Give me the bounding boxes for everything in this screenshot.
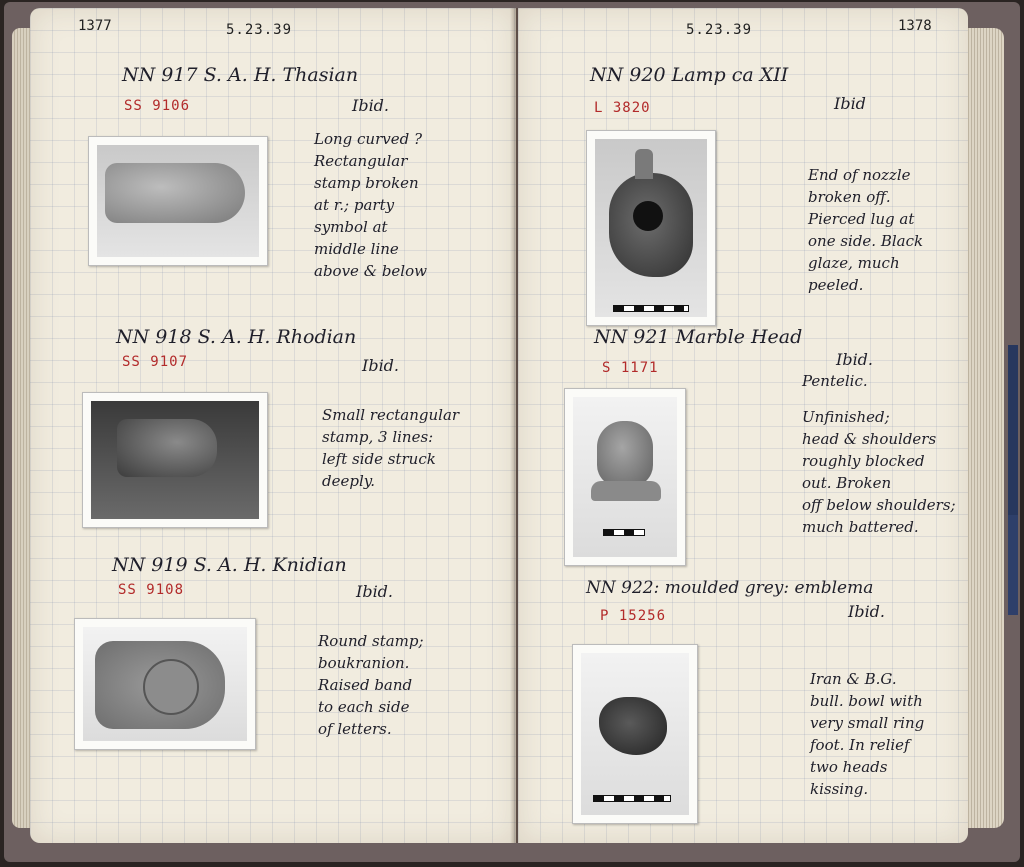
notes-nn922: Iran & B.G. bull. bowl with very small ring foot. In relief two heads kissing.: [810, 670, 925, 798]
right-page-number: 1378: [898, 18, 932, 34]
notes-nn920: End of nozzle broken off. Pierced lug at one side. Black glaze, much peeled.: [808, 166, 924, 294]
ibid-nn922: Ibid.: [848, 602, 886, 621]
ibid-nn919: Ibid.: [356, 582, 394, 601]
photo-nn918: [82, 392, 268, 528]
photo-nn920: [586, 130, 716, 326]
notes-nn918: Small rectangular stamp, 3 lines: left side struck deeply.: [322, 406, 460, 490]
photo-nn922: [572, 644, 698, 824]
registration-ss9106: SS 9106: [124, 98, 191, 114]
notes-nn919: Round stamp; boukranion. Raised band to each side of letters.: [318, 632, 424, 738]
amphora-handle-icon: [117, 419, 217, 477]
registration-ss9107: SS 9107: [122, 354, 189, 370]
registration-p15256: P 15256: [600, 608, 667, 624]
right-page-edges: [968, 28, 1004, 828]
registration-ss9108: SS 9108: [118, 582, 185, 598]
entry-title-nn922: NN 922: moulded grey: emblema: [586, 578, 874, 598]
left-page: [30, 8, 516, 843]
round-stamp-handle-icon: [95, 641, 225, 729]
ibid-nn920: Ibid: [834, 94, 866, 113]
registration-l3820: L 3820: [594, 100, 651, 116]
ibid-nn921: Ibid.: [836, 350, 874, 369]
photo-scale-bar: [613, 305, 689, 312]
bookmark-ribbon-lower: [1008, 515, 1018, 615]
left-page-number: 1377: [78, 18, 112, 34]
entry-title-nn919: NN 919 S. A. H. Knidian: [112, 554, 347, 576]
left-page-date: 5.23.39: [226, 22, 293, 38]
notes-nn917: Long curved ? Rectangular stamp broken at r.; party symbol at middle line above & below: [314, 130, 427, 280]
photo-nn921: [564, 388, 686, 566]
bookmark-ribbon: [1008, 345, 1018, 515]
entry-title-nn917: NN 917 S. A. H. Thasian: [122, 64, 359, 86]
entry-title-nn918: NN 918 S. A. H. Rhodian: [116, 326, 357, 348]
photo-nn917: [88, 136, 268, 266]
registration-s1171: S 1171: [602, 360, 659, 376]
left-page-edges: [12, 28, 32, 828]
entry-title-nn921: NN 921 Marble Head: [594, 326, 803, 348]
photo-scale-bar: [603, 529, 645, 536]
oil-lamp-icon: [609, 173, 693, 277]
ibid-nn917: Ibid.: [352, 96, 390, 115]
photo-nn919: [74, 618, 256, 750]
emblema-fragment-icon: [599, 697, 667, 755]
amphora-handle-icon: [105, 163, 245, 223]
right-page: [518, 8, 968, 843]
marble-shoulders-shape: [591, 481, 661, 501]
photo-scale-bar: [593, 795, 671, 802]
notes-nn921: Pentelic. Unfinished; head & shoulders roughly blocked out. Broken off below shoulders; much battered.: [802, 372, 956, 536]
ibid-nn918: Ibid.: [362, 356, 400, 375]
entry-title-nn920: NN 920 Lamp ca XII: [590, 64, 789, 86]
marble-head-icon: [597, 421, 653, 487]
right-page-date: 5.23.39: [686, 22, 753, 38]
